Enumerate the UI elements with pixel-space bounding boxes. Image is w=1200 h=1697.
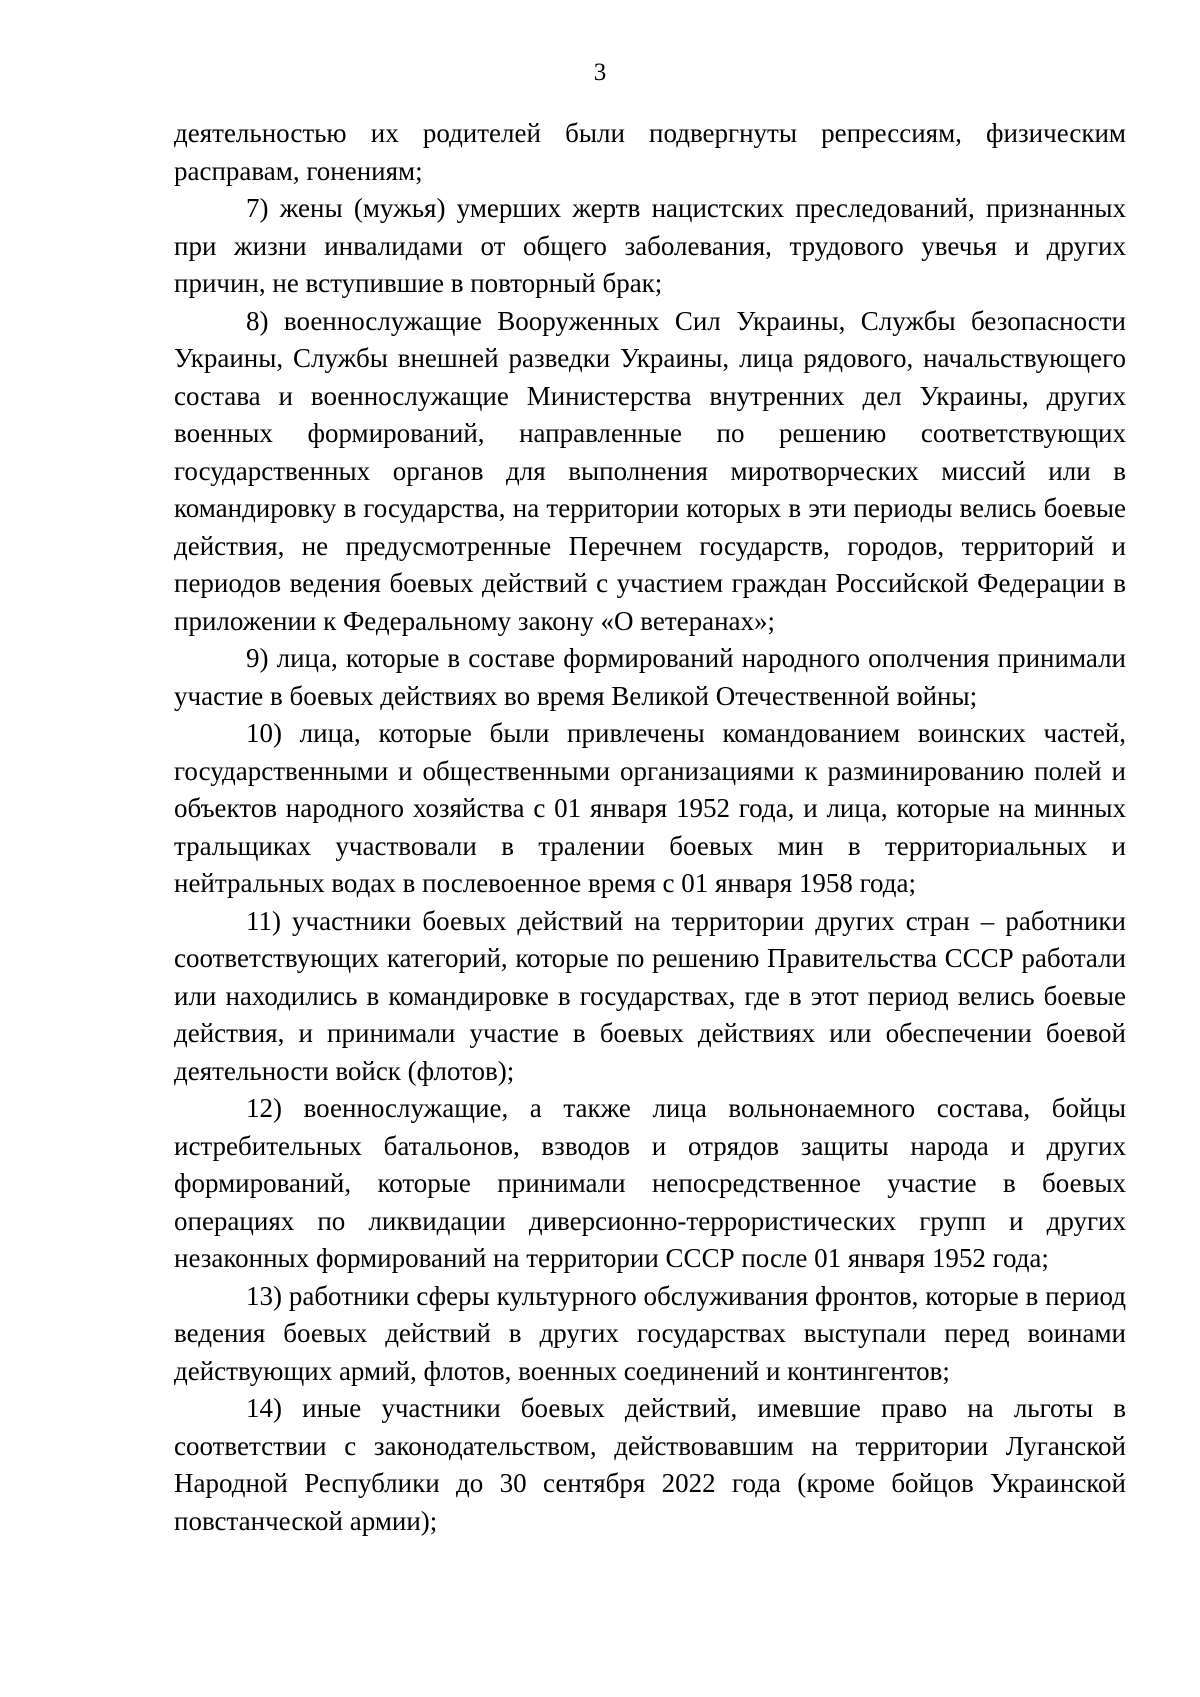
paragraph-continuation: деятельностью их родителей были подвергнуты репрессиям, физическим расправам, гонениям; bbox=[174, 118, 1126, 186]
paragraph-item-13: 13) работники сферы культурного обслуживания фронтов, которые в период ведения боевых действий в других государствах выступали перед воинами действующих армий, флотов, военных соединений и контингентов; bbox=[174, 1280, 1126, 1386]
paragraph-item-8: 8) военнослужащие Вооруженных Сил Украины, Службы безопасности Украины, Службы внешней разведки Украины, лица рядового, начальствующего состава и военнослужащие Министерства внутренних дел Украины, других военных формирований, направленные по решению соответствующих государственных органов для выполнения миротворческих миссий или в командировку в государства, на территории которых в эти периоды велись боевые действия, не предусмотренные Перечнем государств, городов, территорий и периодов ведения боевых действий с участием граждан Российской Федерации в приложении к Федеральному закону «О ветеранах»; bbox=[174, 305, 1126, 636]
document-body bbox=[174, 115, 1126, 1540]
paragraph-item-7: 7) жены (мужья) умерших жертв нацистских преследований, признанных при жизни инвалидами от общего заболевания, трудового увечья и других причин, не вступившие в повторный брак; bbox=[174, 193, 1126, 298]
paragraph-item-11: 11) участники боевых действий на территории других стран – работники соответствующих категорий, которые по решению Правительства СССР работали или находились в командировке в государствах, где в этот период велись боевые действия, и принимали участие в боевых действиях или обеспечении боевой деятельности войск (флотов); bbox=[174, 905, 1126, 1086]
paragraph-item-9: 9) лица, которые в составе формирований народного ополчения принимали участие в боевых действиях во время Великой Отечественной войны; bbox=[174, 643, 1126, 711]
paragraph-item-14: 14) иные участники боевых действий, имевшие право на льготы в соответствии с законодательством, действовавшим на территории Луганской Народной Республики до 30 сентября 2022 года (кроме бойцов Украинской повстанческой армии); bbox=[174, 1393, 1126, 1536]
page-number: 3 bbox=[593, 59, 607, 86]
paragraph-item-12: 12) военнослужащие, а также лица вольнонаемного состава, бойцы истребительных батальонов, взводов и отрядов защиты народа и других формирований, которые принимали непосредственное участие в боевых операциях по ликвидации диверсионно-террористических групп и других незаконных формирований на территории СССР после 01 января 1952 года; bbox=[174, 1093, 1126, 1273]
paragraph-item-10: 10) лица, которые были привлечены командованием воинских частей, государственными и общественными организациями к разминированию полей и объектов народного хозяйства с 01 января 1952 года, и лица, которые на минных тральщиках участвовали в тралении боевых мин в территориальных и нейтральных водах в послевоенное время с 01 января 1958 года; bbox=[174, 718, 1126, 898]
